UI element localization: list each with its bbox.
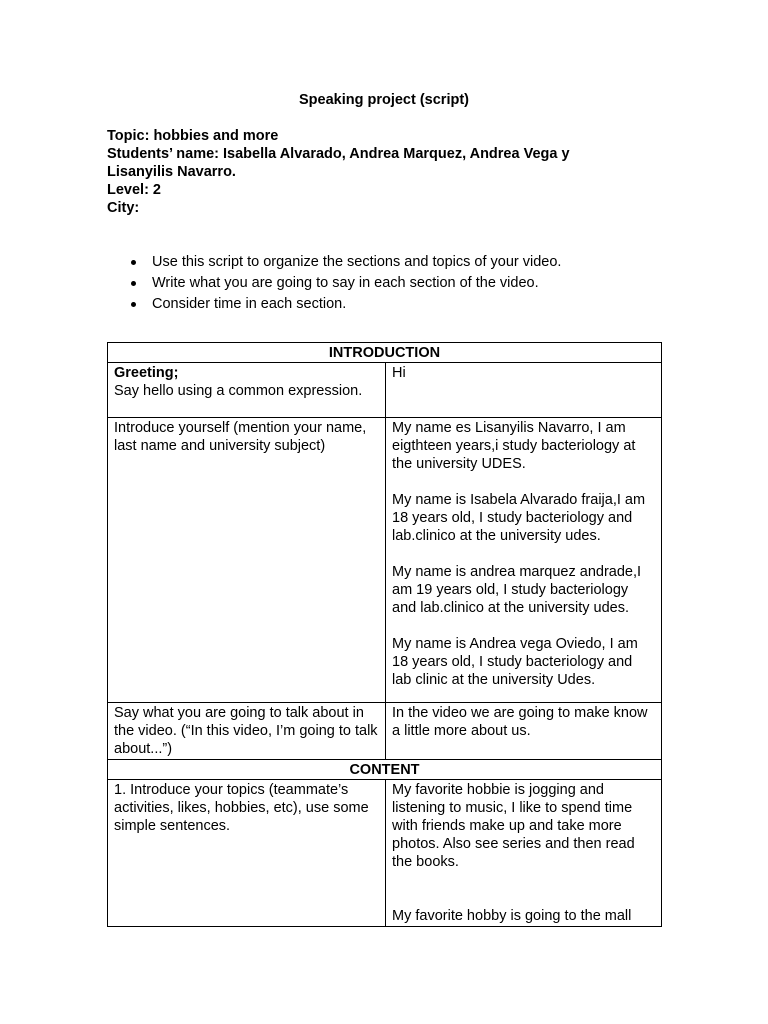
greeting-prompt: Say hello using a common expression. (114, 383, 363, 399)
intro-answer: My name is Andrea vega Oviedo, I am 18 years old, I study bacteriology and lab clinic at the university Udes. (392, 636, 638, 688)
instruction-text: Use this script to organize the sections and topics of your video. (152, 254, 562, 270)
introduce-prompt-cell: Introduce yourself (mention your name, last name and university subject) (108, 418, 386, 703)
instruction-text: Consider time in each section. (152, 296, 347, 312)
city-line: City: (107, 200, 140, 216)
introduce-answer-cell (386, 418, 662, 703)
list-item (107, 273, 561, 294)
content-prompt-cell: 1. Introduce your topics (teammate’s activities, likes, hobbies, etc), use some simple sentences. (108, 780, 386, 927)
topic-line: Topic: hobbies and more (107, 128, 279, 144)
table-row (108, 363, 662, 418)
instructions-list (107, 252, 561, 315)
table-row (108, 780, 662, 927)
level-line: Level: 2 (107, 182, 161, 198)
page-title: Speaking project (script) (298, 92, 469, 108)
table-row (108, 418, 662, 703)
list-item (107, 252, 561, 273)
topic-prompt-cell: Say what you are going to talk about in the video. (“In this video, I’m going to talk about...”) (108, 703, 386, 760)
students-line-1: Students’ name: Isabella Alvarado, Andrea Marquez, Andrea Vega y (107, 146, 570, 162)
project-info (107, 127, 667, 217)
greeting-prompt-cell (108, 363, 386, 418)
intro-answer: My name is andrea marquez andrade,I am 19 years old, I study bacteriology and lab.clinico at the university udes. (392, 564, 642, 616)
bullet-icon (131, 302, 136, 307)
bullet-icon (131, 281, 136, 286)
list-item (107, 294, 561, 315)
table-row (108, 703, 662, 760)
content-answer: My favorite hobbie is jogging and listening to music, I like to spend time with friends make up and take more photos. Also see series and then read the books. (392, 782, 635, 870)
introduction-header: INTRODUCTION (108, 343, 662, 363)
intro-answer: My name is Isabela Alvarado fraija,I am 18 years old, I study bacteriology and lab.clinico at the university udes. (392, 492, 646, 544)
intro-answer: My name es Lisanyilis Navarro, I am eigthteen years,i study bacteriology at the university UDES. (392, 420, 636, 472)
table-row (108, 760, 662, 780)
students-line-2: Lisanyilis Navarro. (107, 164, 236, 180)
content-answer-cell (386, 780, 662, 927)
greeting-label: Greeting; (114, 365, 179, 381)
topic-answer-cell: In the video we are going to make know a little more about us. (386, 703, 662, 760)
content-answer: My favorite hobby is going to the mall (392, 908, 632, 924)
script-table (107, 342, 662, 927)
content-header: CONTENT (108, 760, 662, 780)
instruction-text: Write what you are going to say in each section of the video. (152, 275, 539, 291)
greeting-answer-cell: Hi (386, 363, 662, 418)
bullet-icon (131, 260, 136, 265)
table-row (108, 343, 662, 363)
